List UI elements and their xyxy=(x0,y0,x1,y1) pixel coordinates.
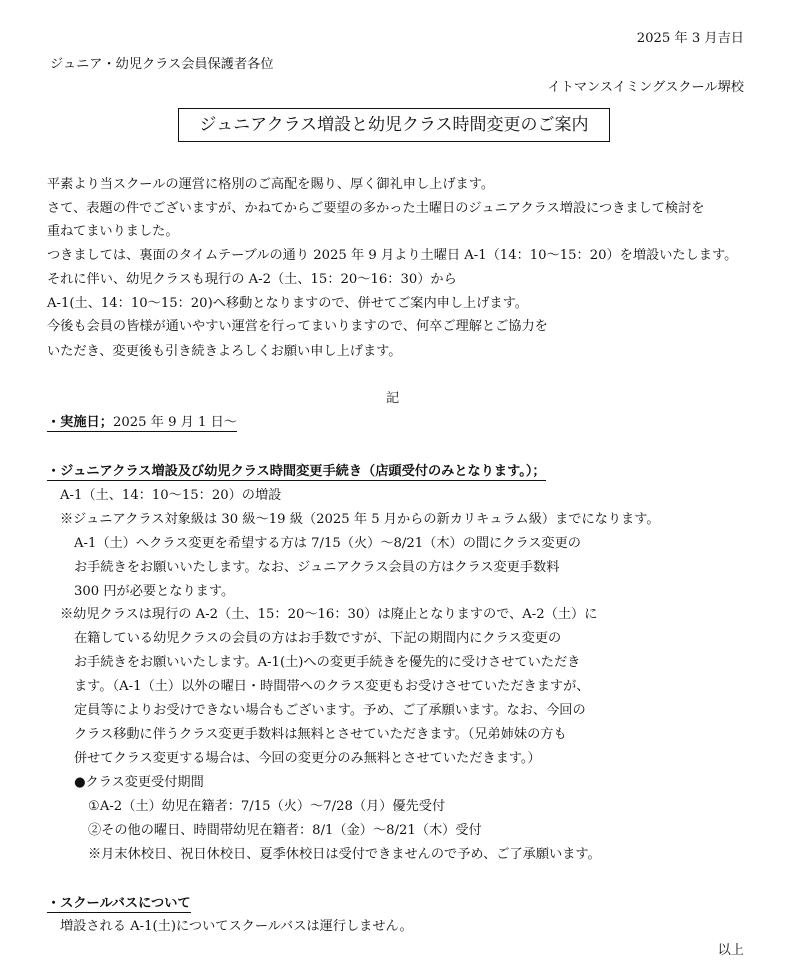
closing-mark: 以上 xyxy=(717,943,744,958)
school-bus-note: 増設される A-1(土)についてスクールバスは運行しません。 xyxy=(60,919,413,934)
procedure-line: ます。（A-1（土）以外の曜日・時間帯へのクラス変更もお受けさせていただきますが、 xyxy=(74,679,590,694)
body-line: さて、表題の件でございますが、かねてからご要望の多かった土曜日のジュニアクラス増設につきまして検討を xyxy=(47,201,705,216)
section-heading: ・実施日； xyxy=(47,415,113,430)
procedure-line: クラス移動に伴うクラス変更手数料は無料とさせていただきます。（兄弟姉妹の方も xyxy=(74,727,567,742)
document-title: ジュニアクラス増設と幼児クラス時間変更のご案内 xyxy=(178,108,610,142)
body-line: つきましては、裏面のタイムテーブルの通り 2025 年 9 月より土曜日 A-1（14：10～15：20）を増設いたします。 xyxy=(47,248,738,263)
implementation-date-value: 2025 年 9 月 1 日～ xyxy=(112,415,237,430)
section-school-bus-heading: ・スクールバスについて xyxy=(47,896,191,911)
procedure-line: ※月末休校日、祝日休校日、夏季休校日は受付できませんので予め、ご了承願います。 xyxy=(88,847,601,862)
procedure-line: ●クラス変更受付期間 xyxy=(74,775,204,790)
body-line: いただき、変更後も引き続きよろしくお願い申し上げます。 xyxy=(47,344,402,359)
body-line: 平素より当スクールの運営に格別のご高配を賜り、厚く御礼申し上げます。 xyxy=(47,177,495,192)
document-date: 2025 年 3 月吉日 xyxy=(636,31,744,46)
procedure-line: ①A-2（土）幼児在籍者：7/15（火）～7/28（月）優先受付 xyxy=(88,799,446,814)
procedure-line: A-1（土）へクラス変更を希望する方は 7/15（火）～8/21（木）の間にクラス変更の xyxy=(74,536,581,551)
procedure-line: ※幼児クラスは現行の A-2（土、15：20～16：30）は廃止となりますので、A-2（土）に xyxy=(60,607,598,622)
procedure-line: ②その他の曜日、時間帯幼児在籍者：8/1（金）～8/21（木）受付 xyxy=(88,823,482,838)
procedure-line: 300 円が必要となります。 xyxy=(74,584,235,599)
body-line: 今後も会員の皆様が通いやすい運営を行ってまいりますので、何卒ご理解とご協力を xyxy=(47,319,548,334)
procedure-line: 在籍している幼児クラスの会員の方はお手数ですが、下記の期間内にクラス変更の xyxy=(74,631,562,646)
body-line: A-1(土、14：10～15：20)へ移動となりますので、併せてご案内申し上げます。 xyxy=(47,296,528,311)
sender: イトマンスイミングスクール堺校 xyxy=(547,80,744,95)
body-line: それに伴い、幼児クラスも現行の A-2（土、15：20～16：30）から xyxy=(47,272,457,287)
procedure-line: 併せてクラス変更する場合は、今回の変更分のみ無料とさせていただきます。） xyxy=(74,751,541,766)
section-procedure-heading: ・ジュニアクラス増設及び幼児クラス時間変更手続き（店頭受付のみとなります。）； xyxy=(47,464,546,479)
section-implementation-date xyxy=(47,414,237,432)
procedure-line: 定員等によりお受けできない場合もございます。予め、ご了承願います。なお、今回の xyxy=(74,703,586,718)
procedure-line: お手続きをお願いいたします。A-1(土)への変更手続きを優先的に受けさせていただき xyxy=(74,655,581,670)
recipient: ジュニア・幼児クラス会員保護者各位 xyxy=(50,57,274,72)
procedure-line: お手続きをお願いいたします。なお、ジュニアクラス会員の方はクラス変更手数料 xyxy=(74,560,560,575)
procedure-line: ※ジュニアクラス対象級は 30 級～19 級（2025 年 5 月からの新カリキュラム級）までになります。 xyxy=(60,512,660,527)
body-line: 重ねてまいりました。 xyxy=(47,224,179,239)
procedure-line: A-1（土、14：10～15：20）の増設 xyxy=(60,488,282,503)
ki-marker: 記 xyxy=(386,391,400,406)
